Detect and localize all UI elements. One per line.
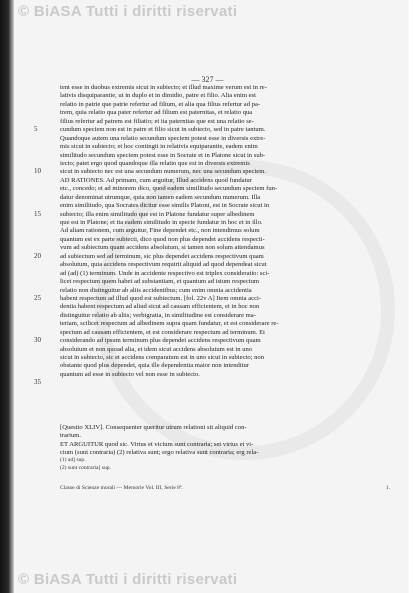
line-number: 30 — [34, 336, 41, 344]
text-line: Quandoque autem una relatio secundum speciem potest esse in diversis extre- — [60, 134, 266, 142]
question-body: ET ARGUITUR quod sic. Virtus et vicium sunt contraria; set virtus et vi- — [60, 440, 254, 448]
text-line: AD RATIONES. Ad primam, cum arguitur, Illud accidens quod fundatur — [60, 176, 252, 184]
body-text — [60, 84, 390, 379]
text-line: licet respectum quem habet ad substantiam, et quantum ad istum respectum — [60, 278, 260, 286]
text-line: filius refertur ad patrem est filiatio; et ita paternitas que est una relatio se- — [60, 117, 254, 125]
text-line: absolutum, quia accidens respectivum requirit aliquid ad quod dependeat sicut — [60, 261, 267, 269]
line-number: 15 — [34, 210, 41, 218]
text-line: teriam, scilicet respectum ad albedinem supra quam fundatur, et est considerare re- — [60, 320, 279, 328]
text-line: considerando ad ipsum terminum plus dependet accidens respectivum quam — [60, 337, 261, 345]
footnote: (2) sunt contraria] sup. — [60, 464, 111, 471]
text-line: tent esse in duobus extremis sicut in subiecto; et illud maxime verum est in re- — [60, 84, 267, 91]
text-line: quantum est ex parte subiecti, dico quod non plus dependet accidens respecti- — [60, 235, 265, 243]
line-number: 35 — [34, 378, 41, 386]
text-line: spectum ad causam efficientem, et est considerare respectum ad terminum. Et — [60, 328, 265, 336]
page-footer — [60, 485, 390, 491]
footer-series: Classe di Scienze morali — Memorie Vol. III, Serie 8ª. — [60, 485, 183, 491]
text-line: relatio non distinguitur ab aliis accidentibus; cum enim omnia accidentia — [60, 286, 252, 294]
question-title-continued: trarium. — [60, 432, 82, 440]
scan-dark-edge — [0, 0, 14, 593]
line-number: 20 — [34, 252, 41, 260]
question-title: [Questio XLIV]. Consequenter queritur utrum relationi sit aliquid con- — [60, 424, 247, 431]
question-body-continued: cium (sunt contraria) (2) relativa sunt; ergo relativa sunt contraria; erg rela- — [60, 449, 259, 457]
text-line: Ad aliam rationem, cum arguitur, Fine dependet etc., non intendimus solum — [60, 227, 260, 235]
text-line: cundum speciem non est in patre et filio sicut in subiecto, sed in patre tantum. — [60, 126, 266, 134]
text-line: enim similitudo, qua Socrates dicitur esse similis Platoni, est in Socrate sicut in — [60, 202, 270, 210]
line-number: 10 — [34, 167, 41, 175]
text-line: absolutum et non quoad alia, et idem sicut accidens absolutum est in uno — [60, 345, 253, 353]
text-line: datur denominat utrumque, quia non tamen eadem secundum numerum. Illa — [60, 193, 261, 201]
text-line: mis sicut in subiecto; et hoc contingit in relativis equiparantie, eadem enim — [60, 143, 258, 151]
question-section — [60, 424, 390, 458]
text-line: iecto; patet ergo quod quandoque illa relatio que est in diversis extremis — [60, 159, 250, 167]
text-line: distinguitur relatio ab aliis; verbigratia, in similitudine est considerare ma- — [60, 311, 256, 319]
footnotes — [60, 457, 390, 472]
line-number: 5 — [34, 125, 38, 133]
text-line: sicut in subiecto nec est una secundum numerum, nec una secundum speciem. — [60, 168, 266, 176]
text-line: obstante quod plus dependet, quia ille dependentia maior non intenditur — [60, 362, 249, 370]
text-line: ad (ad) (1) terminum. Unde in accidente respectivo est triplex consideratio: sci- — [60, 269, 270, 277]
watermark-bottom: © BiASA Tutti i diritti riservati — [18, 571, 238, 588]
text-line: que est in Platone; et ita eadem similitudo in specie fundatur in hoc et in illo. — [60, 219, 263, 226]
page-number: — 327 — — [191, 75, 224, 84]
text-line: relatio in patrie que patrie refertur ad filium, et alia qua filius refertur ad pa- — [60, 100, 261, 108]
text-line: similitudo secundum speciem potest esse in Socrate et in Platone sicut in sub- — [60, 151, 266, 159]
text-line: dentia habent respectum ad aliud sicut ad causam efficientem, et in hoc non — [60, 303, 260, 311]
text-line: sicut in subiecto, sic et accidens comparatum est in uno sicut in subiecto; non — [60, 354, 264, 361]
footer-signature: 1. — [385, 485, 390, 491]
text-line: habent respectum ad illud quod est subiectum. [fol. 22v A] Item omnia acci- — [60, 294, 262, 302]
text-line: trem, quia relatio qua pater refertur ad filium est paternitas, et relatio qua — [60, 109, 253, 117]
text-line: ad subiectum sed ad terminum, sic plus dependet accidens respectivum quam — [60, 252, 264, 260]
text-line: subiecto; illa enim similitudo que est in Platone fundatur super albedinem — [60, 210, 255, 218]
watermark-top: © BiASA Tutti i diritti riservati — [18, 3, 238, 20]
text-line: quantum ad esse in subiecto vel non esse in subiecto. — [60, 370, 200, 378]
text-line: etc., concedo; et ad minorem dico, quod eadem similitudo secundum speciem fun- — [60, 185, 278, 193]
footnote: (1) ad] sup. — [60, 457, 86, 463]
line-number: 25 — [34, 294, 41, 302]
text-line: vum ad subiectum quam accidens absolutum, si tamen non solum attendamus — [60, 244, 265, 252]
text-line: lativis disquiparantie, ut in duplo et in dimidio, patre et filio. Alia enim est — [60, 92, 256, 100]
